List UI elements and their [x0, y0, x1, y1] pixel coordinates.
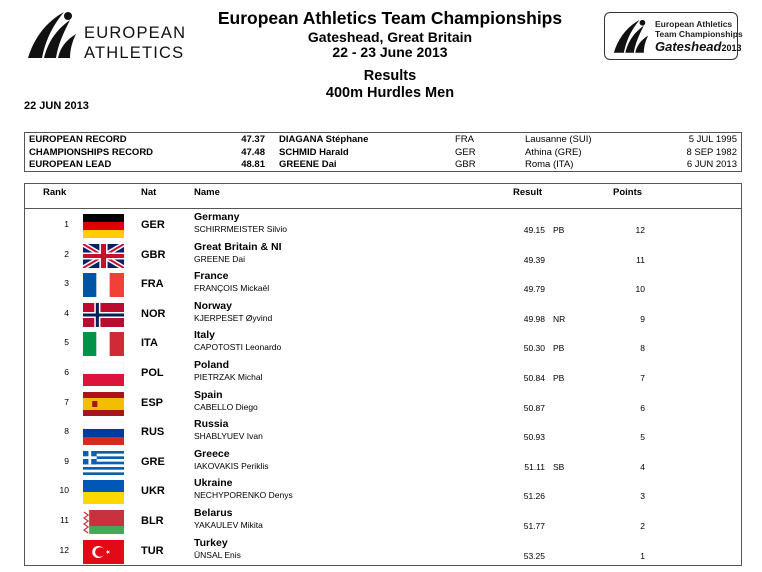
points-cell: 3	[640, 491, 645, 502]
header-nat: Nat	[141, 187, 157, 198]
rank-cell: 5	[64, 337, 69, 348]
result-tag: PB	[553, 225, 565, 235]
table-row	[25, 240, 741, 270]
results-table	[24, 183, 742, 566]
result-cell: 53.25	[523, 550, 545, 561]
record-label: EUROPEAN RECORD	[29, 134, 127, 145]
nat-cell: TUR	[141, 544, 164, 557]
country-name: Great Britain & NI	[194, 240, 282, 253]
record-row	[25, 159, 741, 171]
gateshead-2013-logo	[604, 12, 743, 60]
record-holder: GREENE Dai	[279, 159, 337, 171]
nat-cell: RUS	[141, 426, 165, 439]
record-nat: FRA	[455, 134, 474, 145]
russia-flag-icon	[83, 421, 124, 445]
country-name: Poland	[194, 359, 230, 371]
country-name: Turkey	[194, 536, 228, 549]
result-cell: 49.39	[523, 254, 545, 265]
athlete-name: SHABLYUEV Ivan	[194, 431, 263, 442]
result-cell: 49.98	[523, 313, 545, 324]
record-date: 6 JUN 2013	[686, 159, 737, 171]
rank-cell: 9	[64, 455, 69, 466]
athlete-name: CABELLO Diego	[194, 401, 258, 412]
points-cell: 6	[640, 402, 645, 413]
italy-flag-icon	[83, 332, 124, 356]
result-cell: 50.30	[523, 343, 545, 354]
result-cell: 50.87	[523, 402, 545, 413]
logo-right-line2: Team Championships	[655, 29, 743, 39]
nat-cell: BLR	[141, 515, 164, 527]
athlete-name: GREENE Dai	[194, 253, 246, 264]
points-cell: 5	[640, 432, 645, 443]
table-row	[25, 388, 741, 418]
country-name: Norway	[194, 299, 232, 312]
country-name: Ukraine	[194, 477, 233, 490]
points-cell: 7	[640, 373, 645, 383]
points-cell: 8	[640, 343, 645, 354]
table-row	[25, 447, 741, 477]
record-venue: Athina (GRE)	[525, 146, 582, 158]
athlete-name: NECHYPORENKO Denys	[194, 490, 293, 501]
greece-flag-icon	[83, 451, 124, 475]
ukraine-flag-icon	[83, 480, 124, 504]
rank-cell: 7	[64, 396, 69, 407]
rank-cell: 3	[64, 278, 69, 289]
rank-cell: 2	[64, 248, 69, 259]
venue-subtitle: Gateshead, Great Britain	[307, 29, 473, 45]
record-venue: Roma (ITA)	[525, 159, 574, 171]
result-tag: PB	[553, 373, 565, 383]
germany-flag-icon	[83, 214, 124, 238]
record-holder: DIAGANA Stéphane	[279, 134, 369, 145]
table-row	[25, 358, 741, 388]
header-name: Name	[194, 187, 220, 198]
points-cell: 12	[635, 225, 645, 235]
table-row	[25, 476, 741, 506]
record-value: 47.37	[241, 134, 265, 145]
nat-cell: GRE	[141, 455, 165, 468]
points-cell: 9	[640, 313, 645, 324]
header-divider	[25, 208, 741, 209]
athlete-name: KJERPESET Øyvind	[194, 312, 273, 323]
record-value: 48.81	[241, 159, 265, 171]
country-name: Spain	[194, 388, 223, 401]
event-name: 400m Hurdles Men	[325, 85, 455, 101]
rank-cell: 1	[64, 219, 69, 229]
athlete-name: ÜNSAL Enis	[194, 549, 241, 560]
results-heading: Results	[363, 68, 417, 84]
logo-right-line1: European Athletics	[655, 19, 733, 29]
header-result: Result	[513, 187, 543, 198]
country-name: Greece	[194, 447, 230, 460]
table-row	[25, 269, 741, 299]
records-box	[24, 132, 742, 172]
result-cell: 49.79	[523, 284, 545, 295]
athlete-name: FRANÇOIS Mickaël	[194, 283, 270, 294]
france-flag-icon	[83, 273, 124, 297]
result-cell: 51.77	[523, 521, 545, 531]
nat-cell: GER	[141, 219, 165, 231]
result-cell: 51.11	[524, 461, 545, 472]
table-row	[25, 417, 741, 447]
nat-cell: NOR	[141, 307, 166, 320]
result-cell: 50.84	[523, 373, 545, 383]
record-nat: GER	[455, 146, 476, 158]
nat-cell: ESP	[141, 396, 164, 409]
great-britain-flag-icon	[83, 244, 124, 268]
rank-cell: 10	[59, 485, 69, 496]
country-name: Italy	[194, 329, 216, 342]
result-cell: 51.26	[523, 491, 545, 502]
table-row	[25, 328, 741, 358]
table-row	[25, 536, 741, 566]
nat-cell: UKR	[141, 485, 165, 498]
nat-cell: ITA	[141, 337, 158, 350]
record-holder: SCHMID Harald	[279, 146, 349, 158]
nat-cell: FRA	[141, 278, 164, 291]
athlete-name: YAKAULEV Mikita	[194, 520, 263, 530]
record-date: 5 JUL 1995	[688, 134, 737, 145]
table-row	[25, 210, 741, 240]
country-name: Russia	[194, 418, 229, 431]
page-title: European Athletics Team Championships	[217, 8, 563, 28]
poland-flag-icon	[83, 362, 124, 386]
nat-cell: GBR	[141, 248, 166, 261]
points-cell: 4	[640, 461, 645, 472]
points-cell: 2	[640, 521, 645, 531]
rank-cell: 6	[64, 367, 69, 377]
record-date: 8 SEP 1982	[686, 146, 737, 158]
rank-cell: 11	[60, 515, 69, 525]
record-row	[25, 134, 741, 146]
points-cell: 1	[640, 550, 645, 561]
norway-flag-icon	[83, 303, 124, 327]
turkey-flag-icon	[83, 540, 124, 564]
athlete-name: IAKOVAKIS Periklis	[194, 460, 269, 471]
header-rank: Rank	[43, 187, 67, 198]
record-label: EUROPEAN LEAD	[29, 159, 112, 171]
points-cell: 10	[635, 284, 645, 295]
country-name: Germany	[194, 211, 240, 223]
record-label: CHAMPIONSHIPS RECORD	[29, 146, 154, 158]
logo-right-year: 2013	[721, 43, 742, 53]
rank-cell: 12	[59, 544, 69, 555]
spain-flag-icon	[83, 392, 124, 416]
athlete-name: PIETRZAK Michal	[194, 372, 263, 382]
points-cell: 11	[636, 254, 645, 265]
nat-cell: POL	[141, 367, 164, 379]
record-value: 47.48	[241, 146, 265, 158]
record-nat: GBR	[455, 159, 476, 171]
rank-cell: 8	[64, 426, 69, 437]
result-cell: 50.93	[523, 432, 545, 443]
table-row	[25, 506, 741, 536]
table-row	[25, 299, 741, 329]
result-tag: SB	[553, 461, 565, 472]
logo-right-line3: Gateshead2013	[655, 39, 742, 54]
championship-dates: 22 - 23 June 2013	[332, 44, 448, 60]
athlete-swoosh-icon	[24, 8, 80, 64]
athlete-name: CAPOTOSTI Leonardo	[194, 342, 282, 353]
result-tag: PB	[553, 343, 565, 354]
country-name: France	[194, 270, 229, 283]
european-athletics-logo	[24, 6, 187, 68]
record-row	[25, 147, 741, 159]
athlete-swoosh-icon	[611, 17, 651, 57]
result-tag: NR	[553, 313, 566, 324]
header-points: Points	[613, 187, 643, 198]
athlete-name: SCHIRRMEISTER Silvio	[194, 224, 288, 234]
record-venue: Lausanne (SUI)	[525, 134, 592, 145]
result-cell: 49.15	[523, 225, 545, 235]
belarus-flag-icon	[83, 510, 124, 534]
rank-cell: 4	[64, 307, 69, 318]
logo-word-1: EUROPEAN	[84, 24, 187, 42]
event-date: 22 JUN 2013	[24, 100, 89, 112]
country-name: Belarus	[194, 507, 233, 519]
logo-word-2: ATHLETICS	[84, 44, 185, 62]
